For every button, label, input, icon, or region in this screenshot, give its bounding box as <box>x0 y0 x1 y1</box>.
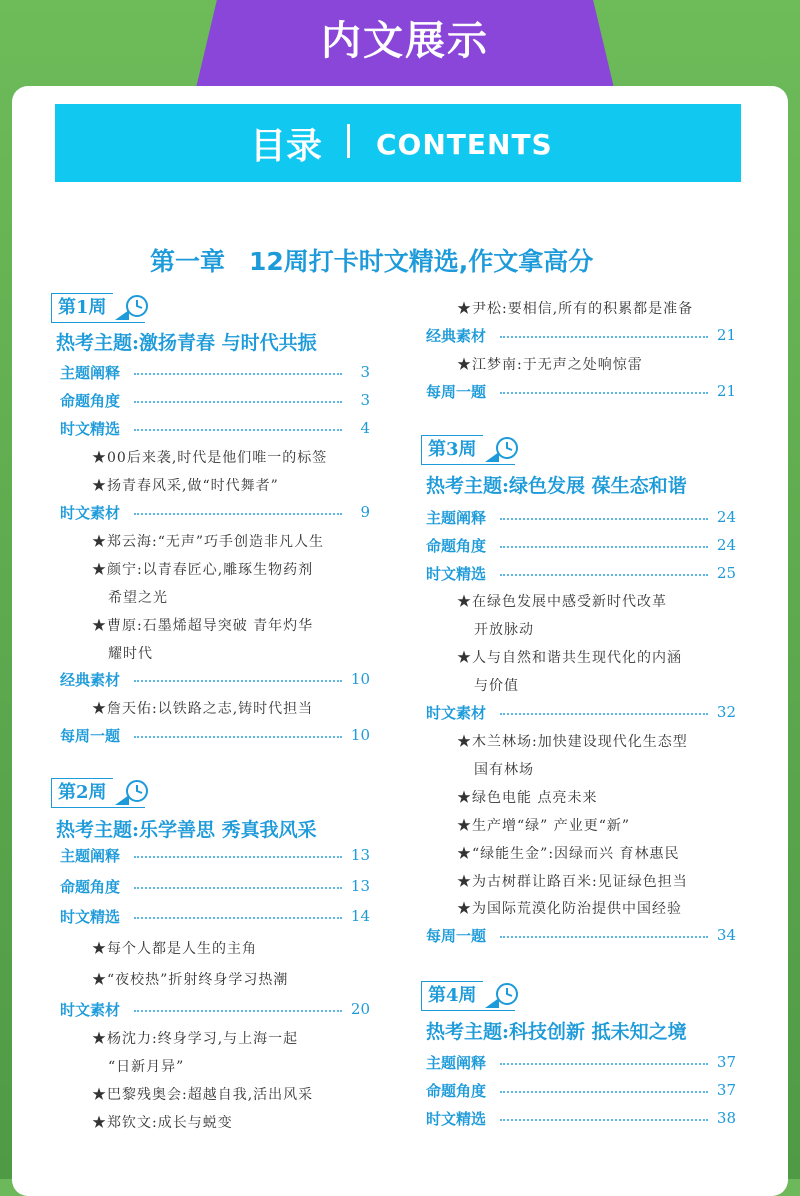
header-tab-title: 内文展示 <box>321 18 489 64</box>
toc-subitem: 耀时代 <box>108 646 153 662</box>
toc-subitem: ★郑云海:“无声”巧手创造非凡人生 <box>92 534 325 550</box>
toc-subitem: ★扬青春风采,做“时代舞者” <box>92 478 279 494</box>
week-label: 第2周 <box>51 778 113 808</box>
week-label: 第3周 <box>421 435 483 465</box>
banner-title-cn: 目录 <box>250 126 323 167</box>
toc-subitem: ★为国际荒漠化防治提供中国经验 <box>457 901 682 917</box>
toc-entry[interactable]: 时文精选 4 <box>60 419 370 438</box>
toc-entry[interactable]: 每周一题 21 <box>426 382 736 401</box>
week-label: 第1周 <box>51 293 113 323</box>
toc-subitem: ★为古树群让路百米:见证绿色担当 <box>457 874 688 890</box>
toc-entry[interactable]: 主题阐释 3 <box>60 363 370 382</box>
toc-subitem: ★曹原:石墨烯超导突破 青年灼华 <box>92 618 314 634</box>
toc-subitem: ★绿色电能 点亮未来 <box>457 790 598 806</box>
toc-subitem: ★巴黎残奥会:超越自我,活出风采 <box>92 1087 314 1103</box>
toc-subitem: ★郑钦文:成长与蜕变 <box>92 1115 233 1131</box>
toc-entry[interactable]: 主题阐释 13 <box>60 846 370 865</box>
toc-entry[interactable]: 命题角度 13 <box>60 877 370 896</box>
clock-icon <box>483 435 519 465</box>
toc-subitem: ★尹松:要相信,所有的积累都是准备 <box>457 301 694 317</box>
banner-divider <box>347 124 350 158</box>
week-theme: 热考主题:科技创新 抵未知之境 <box>426 1021 687 1043</box>
toc-subitem: 国有林场 <box>474 762 534 778</box>
toc-subitem: ★木兰林场:加快建设现代化生态型 <box>457 734 688 750</box>
toc-subitem: “日新月异” <box>108 1059 185 1075</box>
week-theme: 热考主题:绿色发展 葆生态和谐 <box>426 475 687 497</box>
toc-subitem: ★江梦南:于无声之处响惊雷 <box>457 357 643 373</box>
toc-entry[interactable]: 经典素材 21 <box>426 326 736 345</box>
chapter-title: 12周打卡时文精选,作文拿高分 <box>249 247 594 276</box>
toc-subitem: ★詹天佑:以铁路之志,铸时代担当 <box>92 701 314 717</box>
toc-entry[interactable]: 时文素材 32 <box>426 703 736 722</box>
toc-subitem: ★人与自然和谐共生现代化的内涵 <box>457 650 682 666</box>
week-theme: 热考主题:激扬青春 与时代共振 <box>56 332 317 354</box>
toc-subitem: 开放脉动 <box>474 622 534 638</box>
toc-subitem: ★在绿色发展中感受新时代改革 <box>457 594 667 610</box>
clock-icon <box>483 981 519 1011</box>
toc-entry[interactable]: 经典素材 10 <box>60 670 370 689</box>
toc-entry[interactable]: 每周一题 34 <box>426 926 736 945</box>
banner-title-en: CONTENTS <box>376 128 553 161</box>
toc-subitem: ★“夜校热”折射终身学习热潮 <box>92 972 289 988</box>
toc-entry[interactable]: 时文精选 38 <box>426 1109 736 1128</box>
clock-icon <box>113 778 149 808</box>
toc-subitem: 与价值 <box>474 678 519 694</box>
clock-icon <box>113 293 149 323</box>
toc-entry[interactable]: 主题阐释 37 <box>426 1053 736 1072</box>
toc-entry[interactable]: 时文素材 9 <box>60 503 370 522</box>
toc-entry[interactable]: 命题角度 37 <box>426 1081 736 1100</box>
week-label: 第4周 <box>421 981 483 1011</box>
toc-subitem: ★每个人都是人生的主角 <box>92 941 257 957</box>
toc-entry[interactable]: 时文精选 25 <box>426 564 736 583</box>
toc-subitem: ★杨沈力:终身学习,与上海一起 <box>92 1031 299 1047</box>
toc-subitem: ★“绿能生金”:因绿而兴 育林惠民 <box>457 846 680 862</box>
toc-entry[interactable]: 每周一题 10 <box>60 726 370 745</box>
toc-entry[interactable]: 时文素材 20 <box>60 1000 370 1019</box>
toc-entry[interactable]: 时文精选 14 <box>60 907 370 926</box>
toc-entry[interactable]: 命题角度 3 <box>60 391 370 410</box>
week-theme: 热考主题:乐学善思 秀真我风采 <box>56 819 317 841</box>
toc-subitem: ★颜宁:以青春匠心,雕琢生物药剂 <box>92 562 314 578</box>
chapter-heading <box>150 242 593 278</box>
toc-subitem: 希望之光 <box>108 590 168 606</box>
toc-subitem: ★生产增“绿” 产业更“新” <box>457 818 631 834</box>
chapter-number: 第一章 <box>150 247 226 276</box>
toc-entry[interactable]: 主题阐释 24 <box>426 508 736 527</box>
toc-subitem: ★00后来袭,时代是他们唯一的标签 <box>92 450 328 466</box>
toc-entry[interactable]: 命题角度 24 <box>426 536 736 555</box>
